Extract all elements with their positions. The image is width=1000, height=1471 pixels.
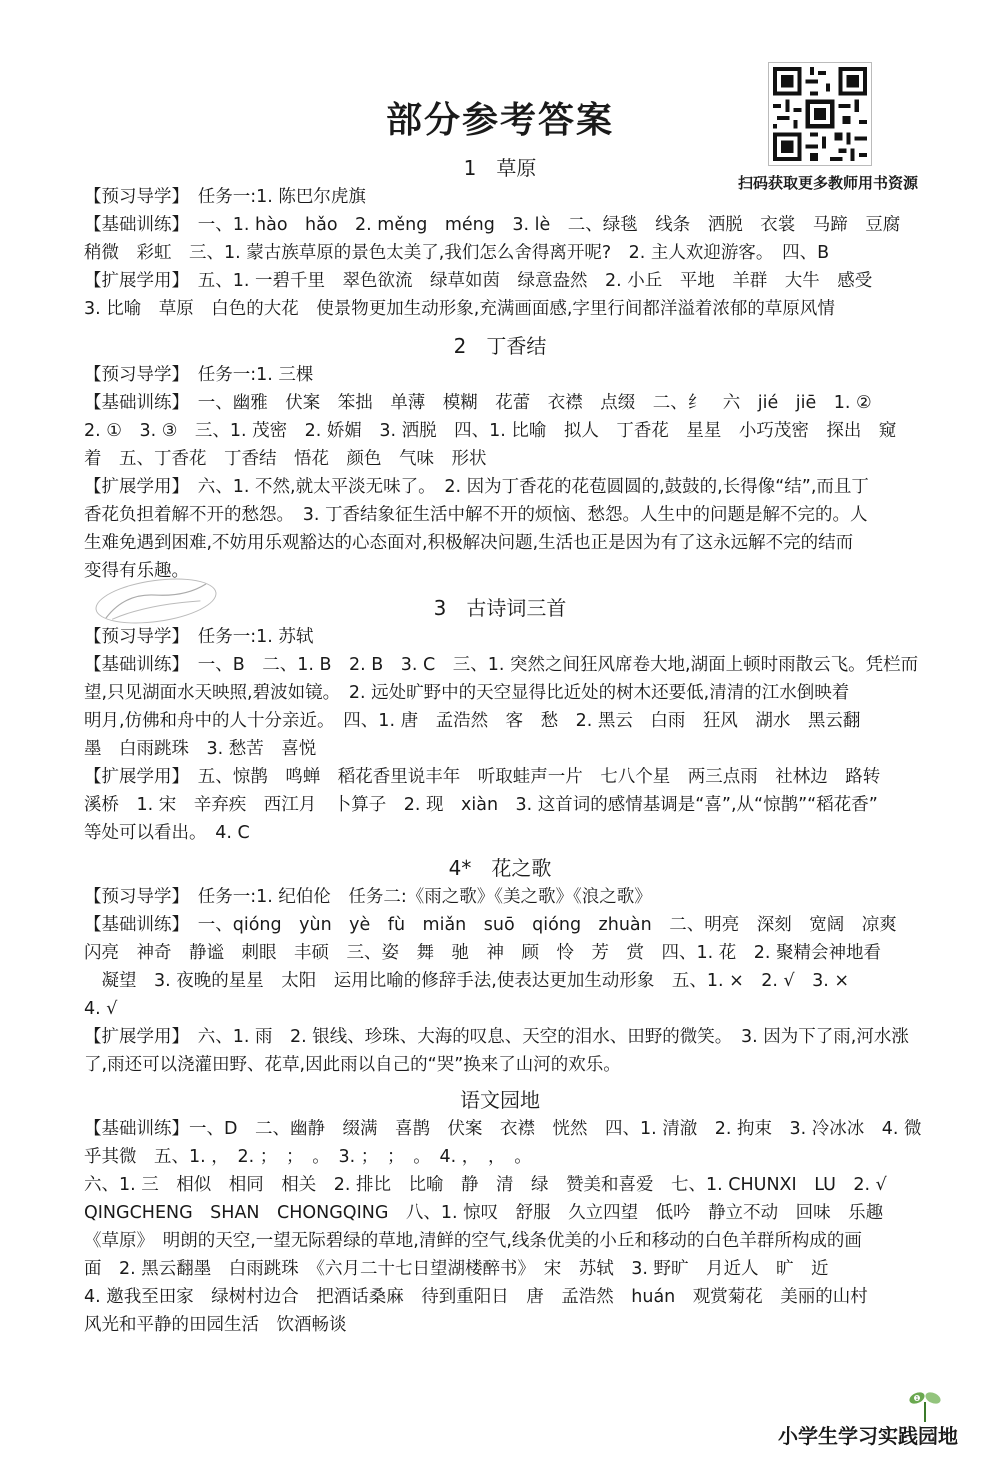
page-title: 部分参考答案: [385, 100, 614, 141]
lesson-1-line: 3. 比喻 草原 白色的大花 使景物更加生动形象,充满画面感,字里行间都洋溢着浓郁的草原风情: [84, 299, 835, 319]
garden-heading: 语文园地: [460, 1088, 540, 1112]
lesson-2-line: 2. ① 3. ③ 三、1. 茂密 2. 娇媚 3. 洒脱 四、1. 比喻 拟人 丁香花 星星 小巧茂密 探出 窥: [84, 421, 897, 441]
garden-line: 乎其微 五、1. ， 2. ； ； 。 3. ； ； 。 4. ， ， 。: [84, 1147, 532, 1167]
lesson-1-line: 稍微 彩虹 三、1. 蒙古族草原的景色太美了,我们怎么舍得离开呢? 2. 主人欢迎游客。 四、B: [84, 243, 830, 263]
lesson-4-heading: 4* 花之歌: [448, 856, 552, 880]
lesson-3-line: 等处可以看出。 4. C: [84, 823, 250, 843]
lesson-4-line: 【基础训练】 一、qióng yùn yè fù miǎn suō qióng zhuàn 二、明亮 深刻 宽阔 凉爽: [84, 915, 897, 935]
sprout-icon: [905, 1384, 945, 1424]
lesson-4-line: 了,雨还可以浇灌田野、花草,因此雨以自己的“哭”换来了山河的欢乐。: [84, 1055, 621, 1075]
lesson-3-heading: 3 古诗词三首: [433, 596, 567, 620]
lesson-3-line: 墨 白雨跳珠 3. 愁苦 喜悦: [84, 739, 317, 759]
lesson-3-line: 【扩展学用】 五、惊鹊 鸣蝉 稻花香里说丰年 听取蛙声一片 七八个星 两三点雨 社林边 路转: [84, 767, 881, 787]
qr-code: [768, 62, 872, 166]
lesson-3-line: 望,只见湖面水天映照,碧波如镜。 2. 远处旷野中的天空显得比近处的树木还要低,清清的江水倒映着: [84, 683, 850, 703]
lesson-1-line: 【预习导学】 任务一:1. 陈巴尔虎旗: [84, 187, 366, 207]
lesson-2-line: 香花负担着解不开的愁怨。 3. 丁香结象征生活中解不开的烦恼、愁怨。人生中的问题是解不完的。人: [84, 505, 868, 525]
garden-line: 风光和平静的田园生活 饮酒畅谈: [84, 1315, 347, 1335]
lesson-4-line: 凝望 3. 夜晚的星星 太阳 运用比喻的修辞手法,使表达更加生动形象 五、1. × 2. √ 3. ×: [84, 971, 850, 991]
garden-line: 【基础训练】一、D 二、幽静 缀满 喜鹊 伏案 衣襟 恍然 四、1. 清澈 2. 拘束 3. 冷冰冰 4. 微: [84, 1119, 922, 1139]
lesson-4-line: 【预习导学】 任务一:1. 纪伯伦 任务二:《雨之歌》《美之歌》《浪之歌》: [84, 887, 652, 907]
lesson-3-line: 【预习导学】 任务一:1. 苏轼: [84, 627, 314, 647]
page-number: 1: [915, 1396, 919, 1402]
footer-brand: 小学生学习实践园地: [778, 1424, 958, 1448]
lesson-2-line: 【基础训练】 一、幽雅 伏案 笨拙 单薄 模糊 花蕾 衣襟 点缀 二、纟 六 jié jiē 1. ②: [84, 393, 872, 413]
garden-line: 面 2. 黑云翻墨 白雨跳珠 《六月二十七日望湖楼醉书》 宋 苏轼 3. 野旷 月近人 旷 近: [84, 1259, 829, 1279]
garden-line: 4. 邀我至田家 绿树村边合 把酒话桑麻 待到重阳日 唐 孟浩然 huán 观赏菊花 美丽的山村: [84, 1287, 868, 1307]
garden-line: 六、1. 三 相似 相同 相关 2. 排比 比喻 静 清 绿 赞美和喜爱 七、1. CHUNXI LU 2. √: [84, 1175, 887, 1195]
lesson-2-line: 【扩展学用】 六、1. 不然,就太平淡无味了。 2. 因为丁香花的花苞圆圆的,鼓鼓的,长得像“结”,而且丁: [84, 477, 869, 497]
lesson-4-line: 4. √: [84, 999, 118, 1019]
lesson-2-line: 【预习导学】 任务一:1. 三棵: [84, 365, 314, 385]
lesson-1-line: 【基础训练】 一、1. hào hǎo 2. měng méng 3. lè 二、绿毯 线条 洒脱 衣裳 马蹄 豆腐: [84, 215, 901, 235]
garden-line: 《草原》 明朗的天空,一望无际碧绿的草地,清鲜的空气,线条优美的小丘和移动的白色羊群所构成的画: [84, 1231, 862, 1251]
lesson-4-line: 【扩展学用】 六、1. 雨 2. 银线、珍珠、大海的叹息、天空的泪水、田野的微笑。 3. 因为下了雨,河水涨: [84, 1027, 909, 1047]
lesson-2-line: 变得有乐趣。: [84, 561, 189, 581]
lesson-2-line: 生难免遇到困难,不妨用乐观豁达的心态面对,积极解决问题,生活也正是因为有了这永远解不完的结而: [84, 533, 854, 553]
lesson-1-heading: 1 草原: [463, 156, 537, 180]
lesson-3-line: 明月,仿佛和舟中的人十分亲近。 四、1. 唐 孟浩然 客 愁 2. 黑云 白雨 狂风 湖水 黑云翻: [84, 711, 861, 731]
lesson-3-line: 【基础训练】 一、B 二、1. B 2. B 3. C 三、1. 突然之间狂风席卷大地,湖面上顿时雨散云飞。凭栏而: [84, 655, 919, 675]
lesson-2-heading: 2 丁香结: [453, 334, 547, 358]
lesson-1-line: 【扩展学用】 五、1. 一碧千里 翠色欲流 绿草如茵 绿意盎然 2. 小丘 平地 羊群 大牛 感受: [84, 271, 873, 291]
lesson-4-line: 闪亮 神奇 静谧 刺眼 丰硕 三、姿 舞 驰 神 顾 怜 芳 赏 四、1. 花 2. 聚精会神地看: [84, 943, 882, 963]
lesson-2-line: 着 五、丁香花 丁香结 悟花 颜色 气味 形状: [84, 449, 487, 469]
garden-line: QINGCHENG SHAN CHONGQING 八、1. 惊叹 舒服 久立四望 低吟 静立不动 回味 乐趣: [84, 1203, 884, 1223]
lesson-3-line: 溪桥 1. 宋 辛弃疾 西江月 卜算子 2. 现 xiàn 3. 这首词的感情基调是“喜”,从“惊鹊”“稻花香”: [84, 795, 878, 815]
qr-caption: 扫码获取更多教师用书资源: [738, 174, 919, 192]
